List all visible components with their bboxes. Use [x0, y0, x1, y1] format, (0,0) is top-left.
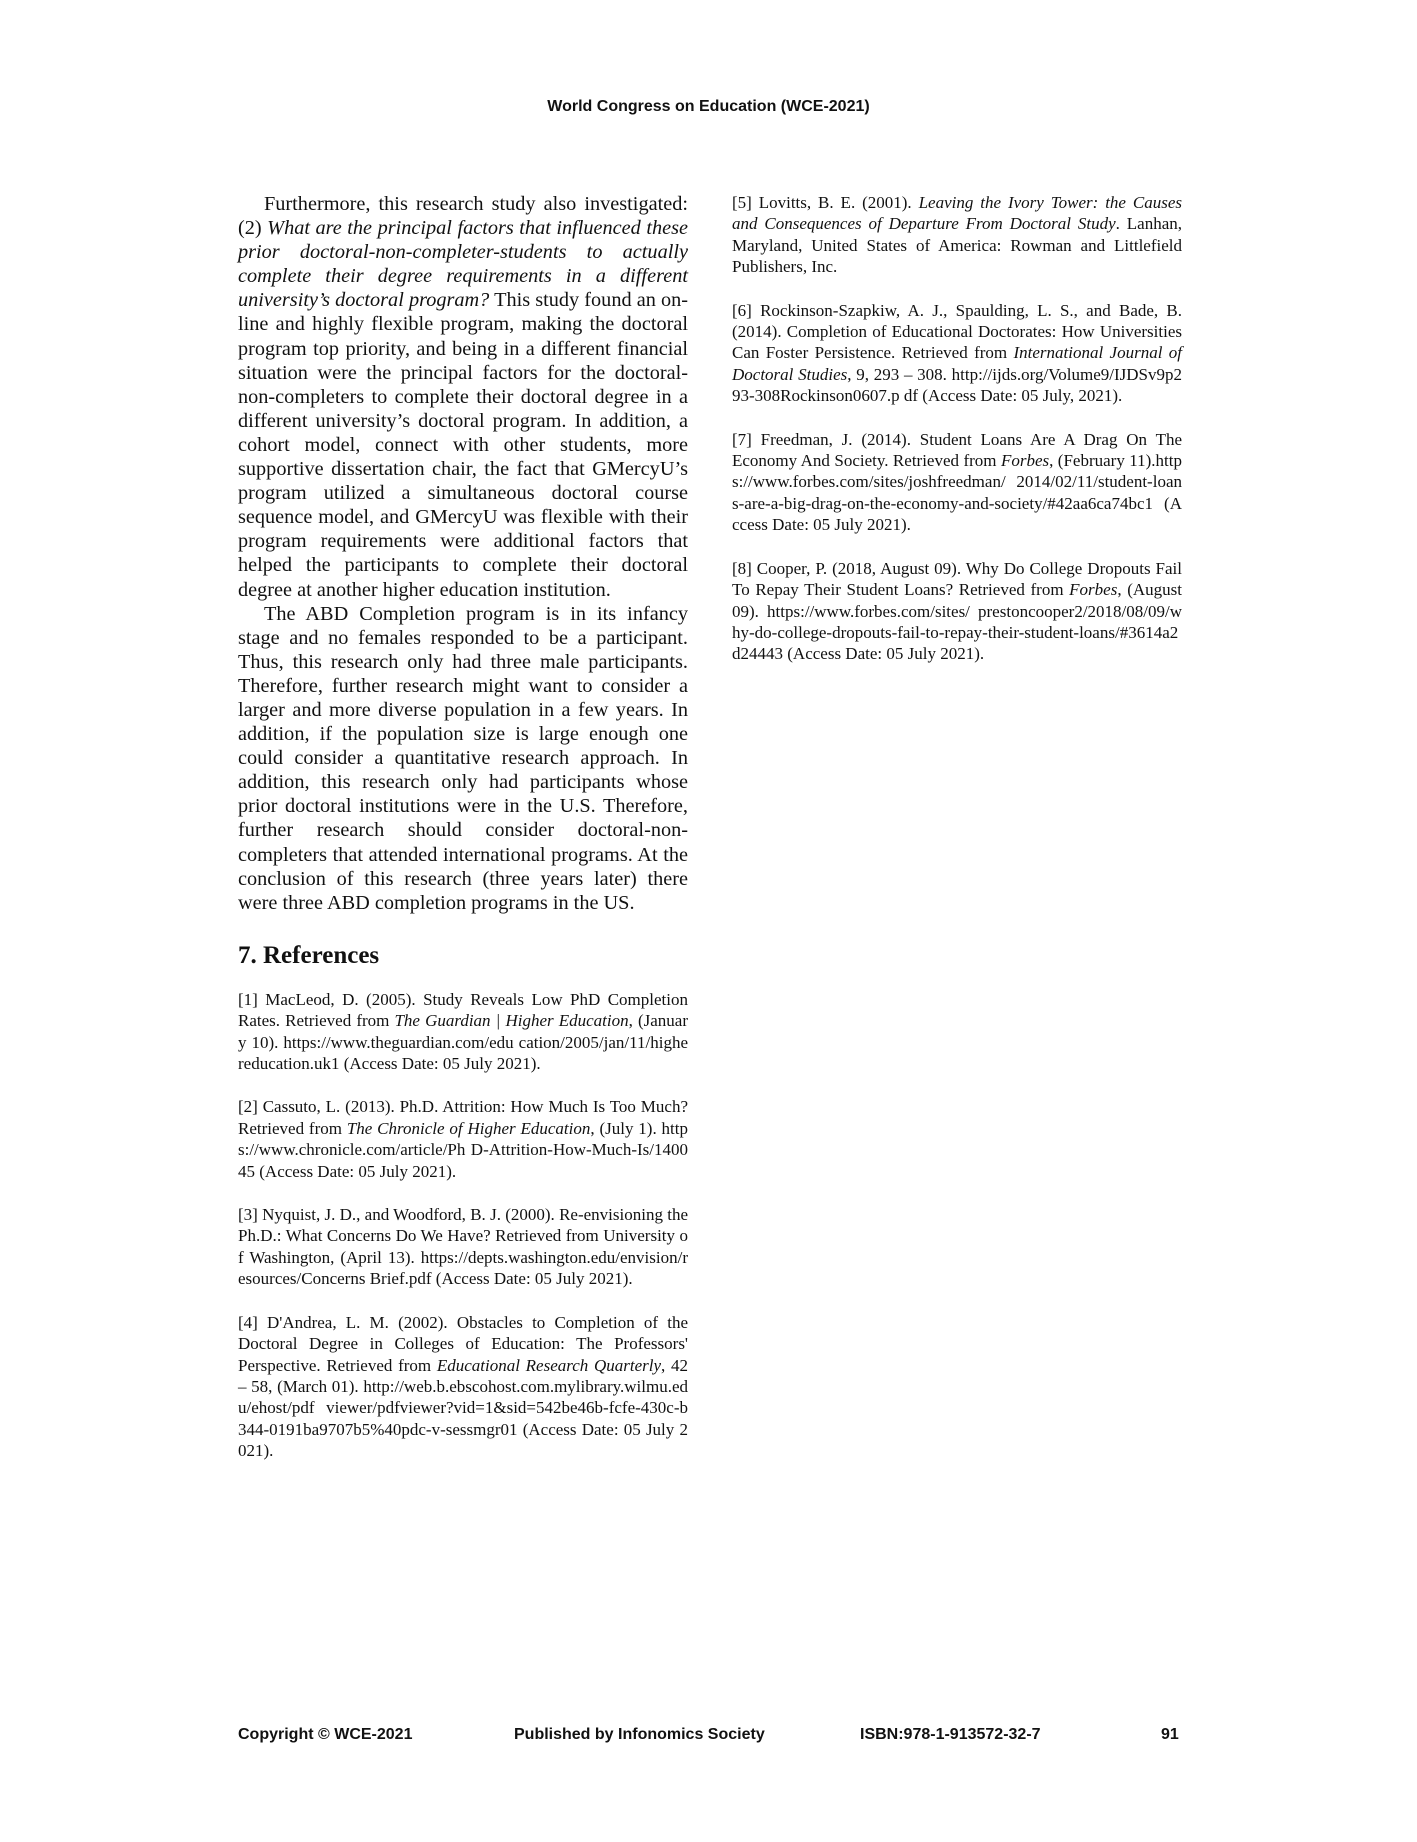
- reference-item: [8] Cooper, P. (2018, August 09). Why Do College Dropouts Fail To Repay Their Student Loans? Retrieved from Forbes, (August 09). https://www.forbes.com/sites/ prestoncooper2/2018/08/09/why-do-college-dropouts-fail-to-repay-their-student-loans/#3614a2d24443 (Access Date: 05 July 2021).: [732, 558, 1182, 664]
- reference-item: [1] MacLeod, D. (2005). Study Reveals Low PhD Completion Rates. Retrieved from The Guardian | Higher Education, (January 10). https://www.theguardian.com/edu cation/2005/jan/11/highereducation.uk1 (Access Date: 05 July 2021).: [238, 989, 688, 1074]
- body-paragraph: The ABD Completion program is in its infancy stage and no females responded to be a participant. Thus, this research only had three male participants. Therefore, further research might want to consider a larger and more diverse population in a few years. In addition, if the population size is large enough one could consider a quantitative research approach. In addition, this research only had participants whose prior doctoral institutions were in the U.S. Therefore, further research should consider doctoral-non-completers that attended international programs. At the conclusion of this research (three years later) there were three ABD completion programs in the US.: [238, 602, 688, 914]
- left-column: [238, 192, 688, 1484]
- footer-copyright: Copyright © WCE-2021: [238, 1726, 413, 1743]
- page-header: World Congress on Education (WCE-2021): [547, 98, 870, 115]
- reference-item: [5] Lovitts, B. E. (2001). Leaving the Ivory Tower: the Causes and Consequences of Departure From Doctoral Study. Lanhan, Maryland, United States of America: Rowman and Littlefield Publishers, Inc.: [732, 193, 1182, 277]
- reference-item: [7] Freedman, J. (2014). Student Loans Are A Drag On The Economy And Society. Retrieved from Forbes, (February 11).https://www.forbes.com/sites/joshfreedman/ 2014/02/11/student-loans-are-a-big-drag-on-the-economy-and-society/#42aa6ca74bc1 (Access Date: 05 July 2021).: [732, 429, 1182, 535]
- footer-isbn: ISBN:978-1-913572-32-7: [860, 1726, 1041, 1743]
- footer-publisher: Published by Infonomics Society: [514, 1726, 765, 1743]
- reference-item: [2] Cassuto, L. (2013). Ph.D. Attrition: How Much Is Too Much? Retrieved from The Chronicle of Higher Education, (July 1). https://www.chronicle.com/article/Ph D-Attrition-How-Much-Is/140045 (Access Date: 05 July 2021).: [238, 1097, 688, 1181]
- right-column: [732, 192, 1182, 687]
- reference-item: [6] Rockinson-Szapkiw, A. J., Spaulding, L. S., and Bade, B. (2014). Completion of Educational Doctorates: How Universities Can Foster Persistence. Retrieved from International Journal of Doctoral Studies, 9, 293 – 308. http://ijds.org/Volume9/IJDSv9p293-308Rockinson0607.p df (Access Date: 05 July, 2021).: [732, 300, 1182, 406]
- section-heading: 7. References: [238, 941, 380, 969]
- reference-item: [3] Nyquist, J. D., and Woodford, B. J. (2000). Re-envisioning the Ph.D.: What Concerns Do We Have? Retrieved from University of Washington, (April 13). https://depts.washington.edu/envision/resources/Concerns Brief.pdf (Access Date: 05 July 2021).: [238, 1205, 688, 1289]
- page-number: 91: [1161, 1726, 1179, 1743]
- reference-item: [4] D'Andrea, L. M. (2002). Obstacles to Completion of the Doctoral Degree in Colleges of Education: The Professors' Perspective. Retrieved from Educational Research Quarterly, 42 – 58, (March 01). http://web.b.ebscohost.com.mylibrary.wilmu.edu/ehost/pdf viewer/pdfviewer?vid=1&sid=542be46b-fcfe-430c-b344-0191ba9707b5%40pdc-v-sessmgr01 (Access Date: 05 July 2021).: [238, 1312, 689, 1461]
- body-paragraph: Furthermore, this research study also investigated: (2) What are the principal factors that influenced these prior doctoral-non-completer-students to actually complete their degree requirements in a different university’s doctoral program? This study found an on-line and highly flexible program, making the doctoral program top priority, and being in a different financial situation were the principal factors for the doctoral-non-completers to complete their doctoral degree in a different university’s doctoral program. In addition, a cohort model, connect with other students, more supportive dissertation chair, the fact that GMercyU’s program utilized a simultaneous doctoral course sequence model, and GMercyU was flexible with their program requirements were additional factors that helped the participants to complete their doctoral degree at another higher education institution.: [238, 193, 689, 601]
